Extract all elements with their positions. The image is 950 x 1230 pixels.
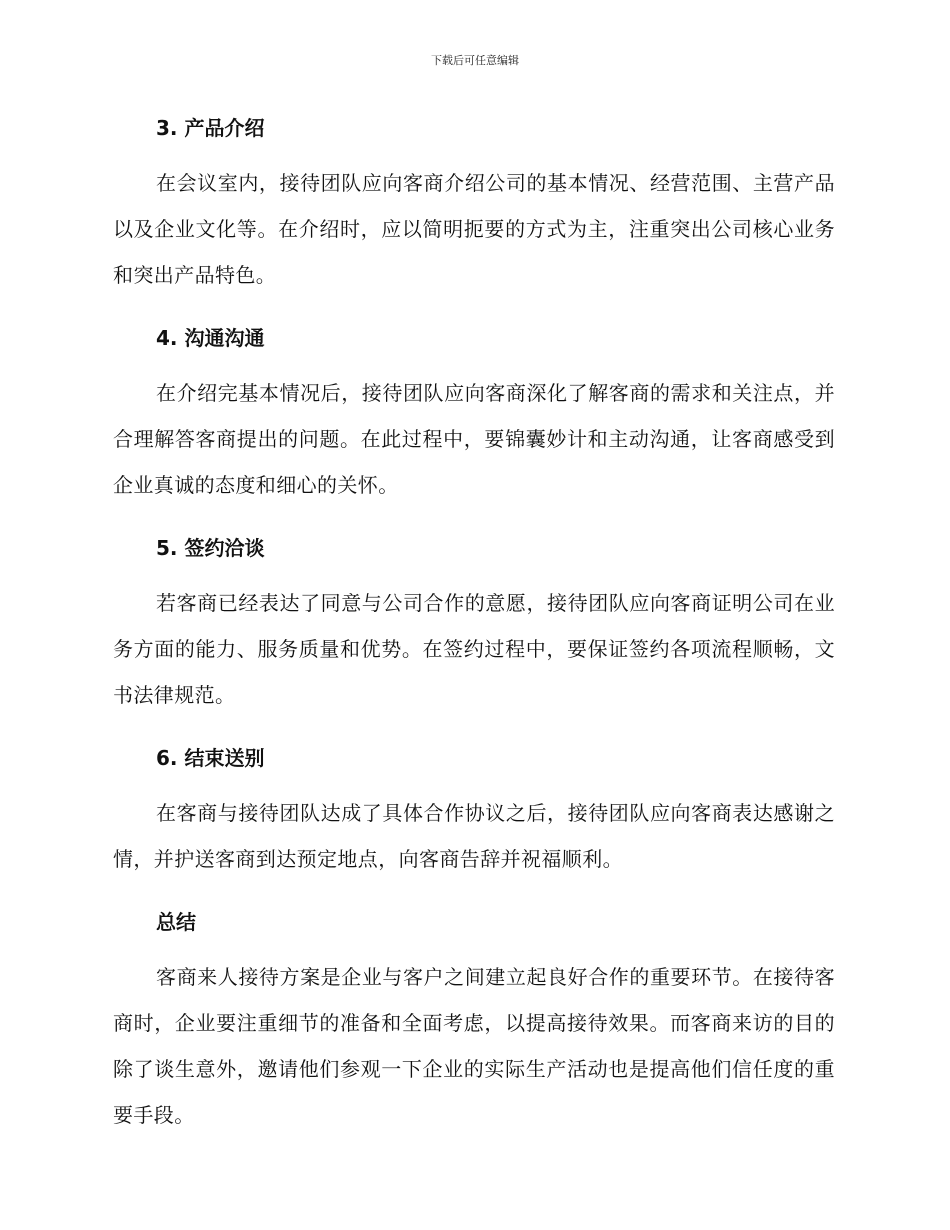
- section-heading: 4. 沟通沟通: [156, 326, 265, 350]
- section-paragraph: 客商来人接待方案是企业与客户之间建立起良好合作的重要环节。在接待客商时，企业要注重细节的准备和全面考虑，以提高接待效果。而客商来访的目的除了谈生意外，邀请他们参观一下企业的实际生产活动也是提高他们信任度的重要手段。: [113, 965, 835, 1127]
- section-heading: 总结: [156, 910, 196, 934]
- page-header: 下载后可任意编辑: [431, 54, 519, 67]
- section-paragraph: 若客商已经表达了同意与公司合作的意愿，接待团队应向客商证明公司在业务方面的能力、服务质量和优势。在签约过程中，要保证签约各项流程顺畅，文书法律规范。: [113, 591, 835, 707]
- document-body: [113, 110, 835, 1160]
- section-farewell: [113, 740, 835, 882]
- section-paragraph: 在会议室内，接待团队应向客商介绍公司的基本情况、经营范围、主营产品以及企业文化等。在介绍时，应以简明扼要的方式为主，注重突出公司核心业务和突出产品特色。: [113, 171, 835, 287]
- section-paragraph: 在客商与接待团队达成了具体合作协议之后，接待团队应向客商表达感谢之情，并护送客商到达预定地点，向客商告辞并祝福顺利。: [113, 801, 835, 871]
- section-heading: 3. 产品介绍: [156, 116, 265, 140]
- section-paragraph: 在介绍完基本情况后，接待团队应向客商深化了解客商的需求和关注点，并合理解答客商提出的问题。在此过程中，要锦囊妙计和主动沟通，让客商感受到企业真诚的态度和细心的关怀。: [113, 381, 835, 497]
- section-signing: [113, 530, 835, 718]
- section-communication: [113, 320, 835, 508]
- section-heading: 5. 签约洽谈: [156, 536, 265, 560]
- section-heading: 6. 结束送别: [156, 746, 265, 770]
- section-product-intro: [113, 110, 835, 298]
- section-summary: [113, 904, 835, 1138]
